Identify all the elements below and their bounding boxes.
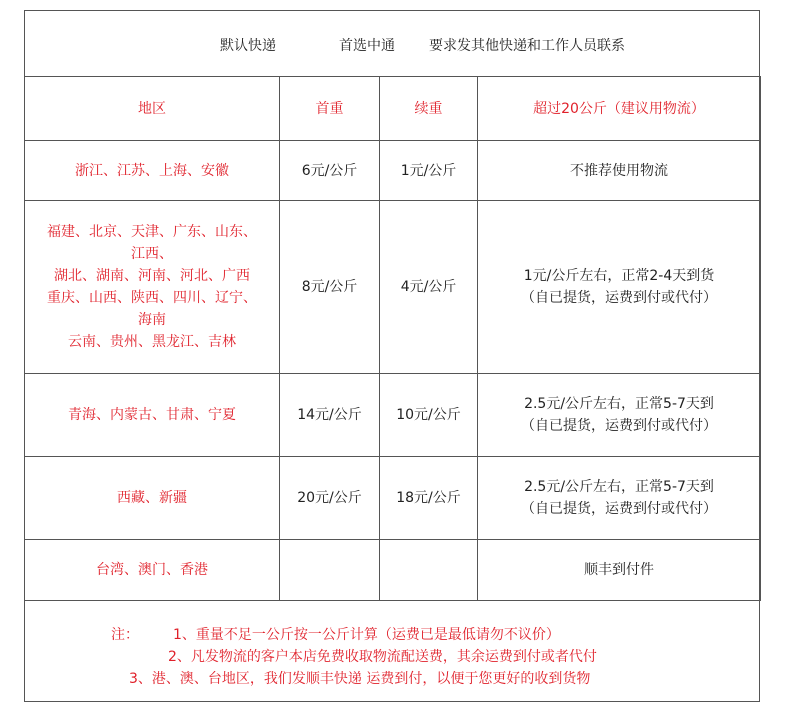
extra-weight-cell — [380, 540, 478, 601]
region-line: 台湾、澳门、香港 — [96, 562, 208, 578]
header-region: 地区 — [25, 77, 280, 141]
table-row — [25, 201, 761, 374]
over-20kg-cell — [478, 201, 761, 374]
first-weight-cell: 14元/公斤 — [280, 374, 380, 457]
region-line: 湖北、湖南、河南、河北、广西 — [54, 268, 250, 284]
region-line: 海南 — [138, 312, 166, 328]
region-line: 浙江、江苏、上海、安徽 — [75, 162, 229, 179]
over-20kg-cell — [478, 540, 761, 601]
table-row — [25, 374, 761, 457]
first-weight-cell: 8元/公斤 — [280, 201, 380, 374]
note-line-1: 1、重量不足一公斤按一公斤计算（运费已是最低请勿不议价） — [173, 627, 560, 643]
region-line: 福建、北京、天津、广东、山东、 — [47, 224, 257, 240]
table-header-row — [25, 77, 761, 141]
region-line: 重庆、山西、陕西、四川、辽宁、 — [47, 290, 257, 306]
first-weight-cell — [280, 540, 380, 601]
over-20kg-line: （自已提货，运费到付或代付） — [521, 501, 717, 517]
other-courier-note: 要求发其他快递和工作人员联系 — [429, 38, 625, 54]
over-20kg-line: 不推荐使用物流 — [570, 162, 668, 179]
over-20kg-cell — [478, 457, 761, 540]
over-20kg-line: （自已提货，运费到付或代付） — [521, 290, 717, 306]
table-row — [25, 141, 761, 201]
region-line: 西藏、新疆 — [117, 490, 187, 506]
header-first-weight: 首重 — [280, 77, 380, 141]
note-line-2: 2、凡发物流的客户本店免费收取物流配送费，其余运费到付或者代付 — [168, 649, 597, 665]
over-20kg-line: （自已提货，运费到付或代付） — [521, 418, 717, 434]
courier-banner — [25, 11, 759, 77]
header-over-20kg: 超过20公斤（建议用物流） — [478, 77, 761, 141]
region-line: 江西、 — [131, 246, 173, 262]
over-20kg-cell — [478, 374, 761, 457]
region-line: 云南、贵州、黑龙江、吉林 — [68, 334, 236, 350]
over-20kg-cell — [478, 141, 761, 201]
region-cell — [25, 540, 280, 601]
over-20kg-line: 2.5元/公斤左右，正常5-7天到 — [524, 479, 714, 495]
region-cell — [25, 457, 280, 540]
notes-section — [25, 599, 759, 703]
note-line-3: 3、港、澳、台地区，我们发顺丰快递 运费到付，以便于您更好的收到货物 — [129, 671, 591, 687]
region-cell — [25, 141, 280, 201]
first-weight-cell: 6元/公斤 — [280, 141, 380, 201]
over-20kg-line: 2.5元/公斤左右，正常5-7天到 — [524, 396, 714, 412]
extra-weight-cell: 18元/公斤 — [380, 457, 478, 540]
region-line: 青海、内蒙古、甘肃、宁夏 — [68, 407, 236, 423]
preferred-courier-label: 首选中通 — [339, 38, 395, 54]
over-20kg-line: 1元/公斤左右，正常2-4天到货 — [523, 268, 715, 284]
default-courier-label: 默认快递 — [220, 38, 276, 54]
header-extra-weight: 续重 — [380, 77, 478, 141]
extra-weight-cell: 10元/公斤 — [380, 374, 478, 457]
region-cell — [25, 374, 280, 457]
over-20kg-line: 顺丰到付件 — [584, 562, 654, 578]
extra-weight-cell: 4元/公斤 — [380, 201, 478, 374]
table-row — [25, 540, 761, 601]
first-weight-cell: 20元/公斤 — [280, 457, 380, 540]
table-row — [25, 457, 761, 540]
shipping-rate-table — [24, 76, 761, 601]
region-cell — [25, 201, 280, 374]
shipping-rate-sheet — [24, 10, 760, 702]
notes-prefix: 注： — [111, 627, 139, 643]
extra-weight-cell: 1元/公斤 — [380, 141, 478, 201]
